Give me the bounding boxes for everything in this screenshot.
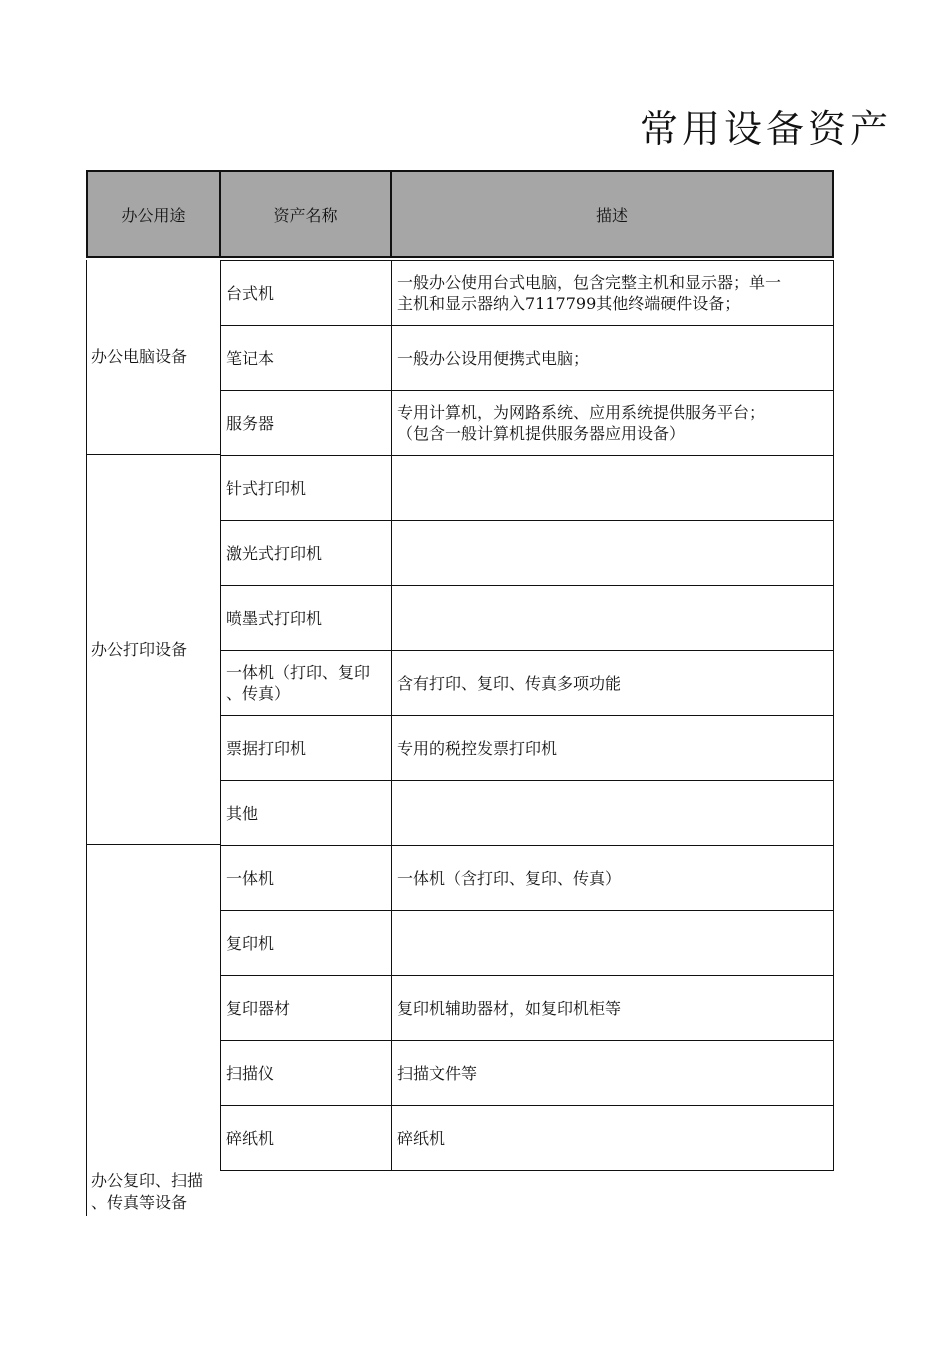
asset-table — [86, 170, 834, 1212]
description-cell — [391, 455, 834, 521]
category-cell: 办公打印设备 — [86, 455, 220, 845]
asset-name-cell: 碎纸机 — [220, 1105, 392, 1171]
category-cell: 办公复印、扫描 、传真等设备 — [86, 845, 220, 1216]
asset-name-cell: 复印机 — [220, 910, 392, 976]
header-description: 描述 — [390, 170, 834, 258]
asset-name-cell: 激光式打印机 — [220, 520, 392, 586]
description-cell: 专用计算机，为网路系统、应用系统提供服务平台； （包含一般计算机提供服务器应用设备） — [391, 390, 834, 456]
category-cell: 办公电脑设备 — [86, 260, 220, 455]
asset-name-cell: 其他 — [220, 780, 392, 846]
description-cell: 一般办公使用台式电脑，包含完整主机和显示器；单一 主机和显示器纳入7117799其他终端硬件设备； — [391, 260, 834, 326]
asset-name-cell: 一体机 — [220, 845, 392, 911]
asset-name-cell: 针式打印机 — [220, 455, 392, 521]
description-cell: 含有打印、复印、传真多项功能 — [391, 650, 834, 716]
description-cell: 一体机（含打印、复印、传真） — [391, 845, 834, 911]
asset-name-cell: 票据打印机 — [220, 715, 392, 781]
description-cell — [391, 585, 834, 651]
description-cell: 专用的税控发票打印机 — [391, 715, 834, 781]
asset-name-cell: 喷墨式打印机 — [220, 585, 392, 651]
description-cell — [391, 520, 834, 586]
asset-name-cell: 笔记本 — [220, 325, 392, 391]
asset-name-cell: 扫描仪 — [220, 1040, 392, 1106]
page-title: 常用设备资产 — [640, 107, 893, 151]
description-cell: 扫描文件等 — [391, 1040, 834, 1106]
asset-name-cell: 台式机 — [220, 260, 392, 326]
description-cell: 复印机辅助器材，如复印机柜等 — [391, 975, 834, 1041]
header-usage: 办公用途 — [86, 170, 221, 258]
asset-name-cell: 复印器材 — [220, 975, 392, 1041]
description-cell: 一般办公设用便携式电脑； — [391, 325, 834, 391]
header-asset-name: 资产名称 — [219, 170, 392, 258]
description-cell: 碎纸机 — [391, 1105, 834, 1171]
description-cell — [391, 910, 834, 976]
asset-name-cell: 一体机（打印、复印 、传真） — [220, 650, 392, 716]
description-cell — [391, 780, 834, 846]
asset-name-cell: 服务器 — [220, 390, 392, 456]
